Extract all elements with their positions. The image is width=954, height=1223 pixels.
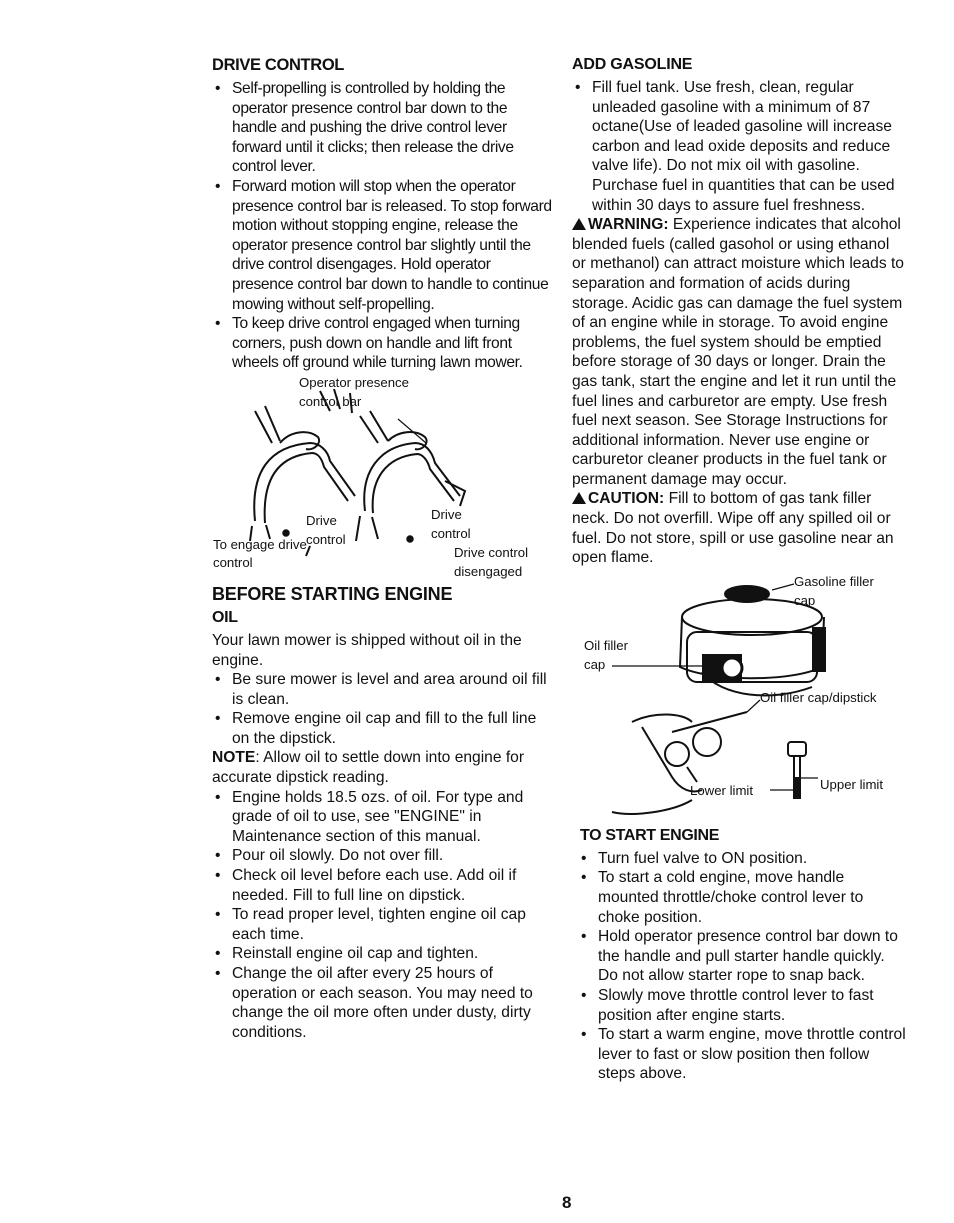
list-item: • Turn fuel valve to ON position. [578,849,907,869]
warning-text: Experience indicates that alcohol blended fuels (called gasohol or using ethanol or methanol) can attract moisture which leads to separation and formation of acids during storage. Acidic gas can damage the fuel system of an engine while in storage. To avoid engine problems, the fuel system should be emptied before storage of 30 days or longer. Drain the gas tank, start the engine and let it run until the fuel lines and carburetor are empty. Use fresh fuel next season. See Storage Instructions for additional information. Never use engine or carburetor cleaner products in the fuel tank or permanent damage may occur. [572,216,904,488]
before-starting-heading: BEFORE STARTING ENGINE [212,583,453,604]
drive-control-label-2: Drive control [431,506,471,541]
oil-heading: OIL [212,608,238,626]
to-engage-label: To engage drive control [213,536,307,570]
list-item: • To read proper level, tighten engine oil cap each time. [212,905,552,944]
warning-icon [572,218,586,230]
list-item: • Be sure mower is level and area around oil fill is clean. [212,670,552,709]
caution-label: CAUTION: [588,490,665,508]
list-item: • Self-propelling is controlled by holding the operator presence control bar down to the handle and pushing the drive control lever forward until it clicks; then release the drive control lever. [212,79,552,177]
drive-control-heading: DRIVE CONTROL [212,56,345,74]
to-start-list [578,849,907,1084]
list-item: • Change the oil after every 25 hours of operation or each season. You may need to change the oil more often under dusty, dirty conditions. [212,964,552,1042]
left-column [212,56,552,1042]
list-item: • Fill fuel tank. Use fresh, clean, regular unleaded gasoline with a minimum of 87 octane(Use of leaded gasoline will increase carbon and lead oxide deposits and reduce valve life). Do not mix oil with gasoline. Purchase fuel in quantities that can be used within 30 days to assure fuel freshness. [572,78,907,215]
engine-figure [572,572,907,827]
list-item: • Check oil level before each use. Add oil if needed. Fill to full line on dipstick. [212,866,552,905]
drive-control-list [212,79,552,373]
note-label: NOTE [212,749,256,767]
disengaged-label: Drive control disengaged [454,544,529,579]
caution-text: Fill to bottom of gas tank filler neck. Do not overfill. Wipe off any spilled oil or fuel. Do not store, spill or use gasoline near an open flame. [572,490,894,567]
drive-control-label-1: Drive control [306,512,346,547]
list-item: • Engine holds 18.5 ozs. of oil. For type and grade of oil to use, see "ENGINE" in Maintenance section of this manual. [212,788,552,847]
list-item: • Pour oil slowly. Do not over fill. [212,846,552,866]
list-item: • To start a warm engine, move throttle control lever to fast or slow position then follow steps above. [578,1025,907,1084]
oil-list-a [212,670,552,748]
dipstick-label: Oil filler cap/dipstick [760,689,877,705]
upper-limit-label: Upper limit [820,776,884,792]
to-start-heading: TO START ENGINE [580,826,720,844]
note-text: : Allow oil to settle down into engine for accurate dipstick reading. [212,749,525,787]
add-gasoline-heading: ADD GASOLINE [572,56,693,73]
list-item: • To keep drive control engaged when turning corners, push down on handle and lift front wheels off ground while turning lawn mower. [212,314,552,373]
list-item: • Remove engine oil cap and fill to the full line on the dipstick. [212,709,552,748]
gasoline-cap-label: Gasoline filler cap [794,573,874,608]
oil-note [212,748,552,787]
list-item: • Slowly move throttle control lever to fast position after engine starts. [578,986,907,1025]
oil-intro: Your lawn mower is shipped without oil in the engine. [212,631,522,669]
list-item: • Forward motion will stop when the operator presence control bar is released. To stop forward motion without stopping engine, release the operator presence control bar slightly until the drive control disengages. Hold operator presence control bar down to handle to continue mowing without self-propelling. [212,177,552,314]
list-item: • Reinstall engine oil cap and tighten. [212,944,552,964]
caution-paragraph [572,489,907,567]
lower-limit-label: Lower limit [690,782,754,798]
operator-bar-label: Operator presence control bar [299,374,409,409]
oil-cap-label: Oil filler cap [584,637,628,672]
right-column [572,56,907,1084]
gasoline-list [572,78,907,215]
list-item: • To start a cold engine, move handle mounted throttle/choke control lever to choke position. [578,868,907,927]
list-item: • Hold operator presence control bar down to the handle and pull starter handle quickly. Do not allow starter rope to snap back. [578,927,907,986]
caution-icon [572,492,586,504]
warning-paragraph [572,215,907,489]
page-number: 8 [562,1193,572,1212]
drive-control-figure [210,371,552,586]
warning-label: WARNING: [588,216,669,234]
oil-list-b [212,788,552,1043]
